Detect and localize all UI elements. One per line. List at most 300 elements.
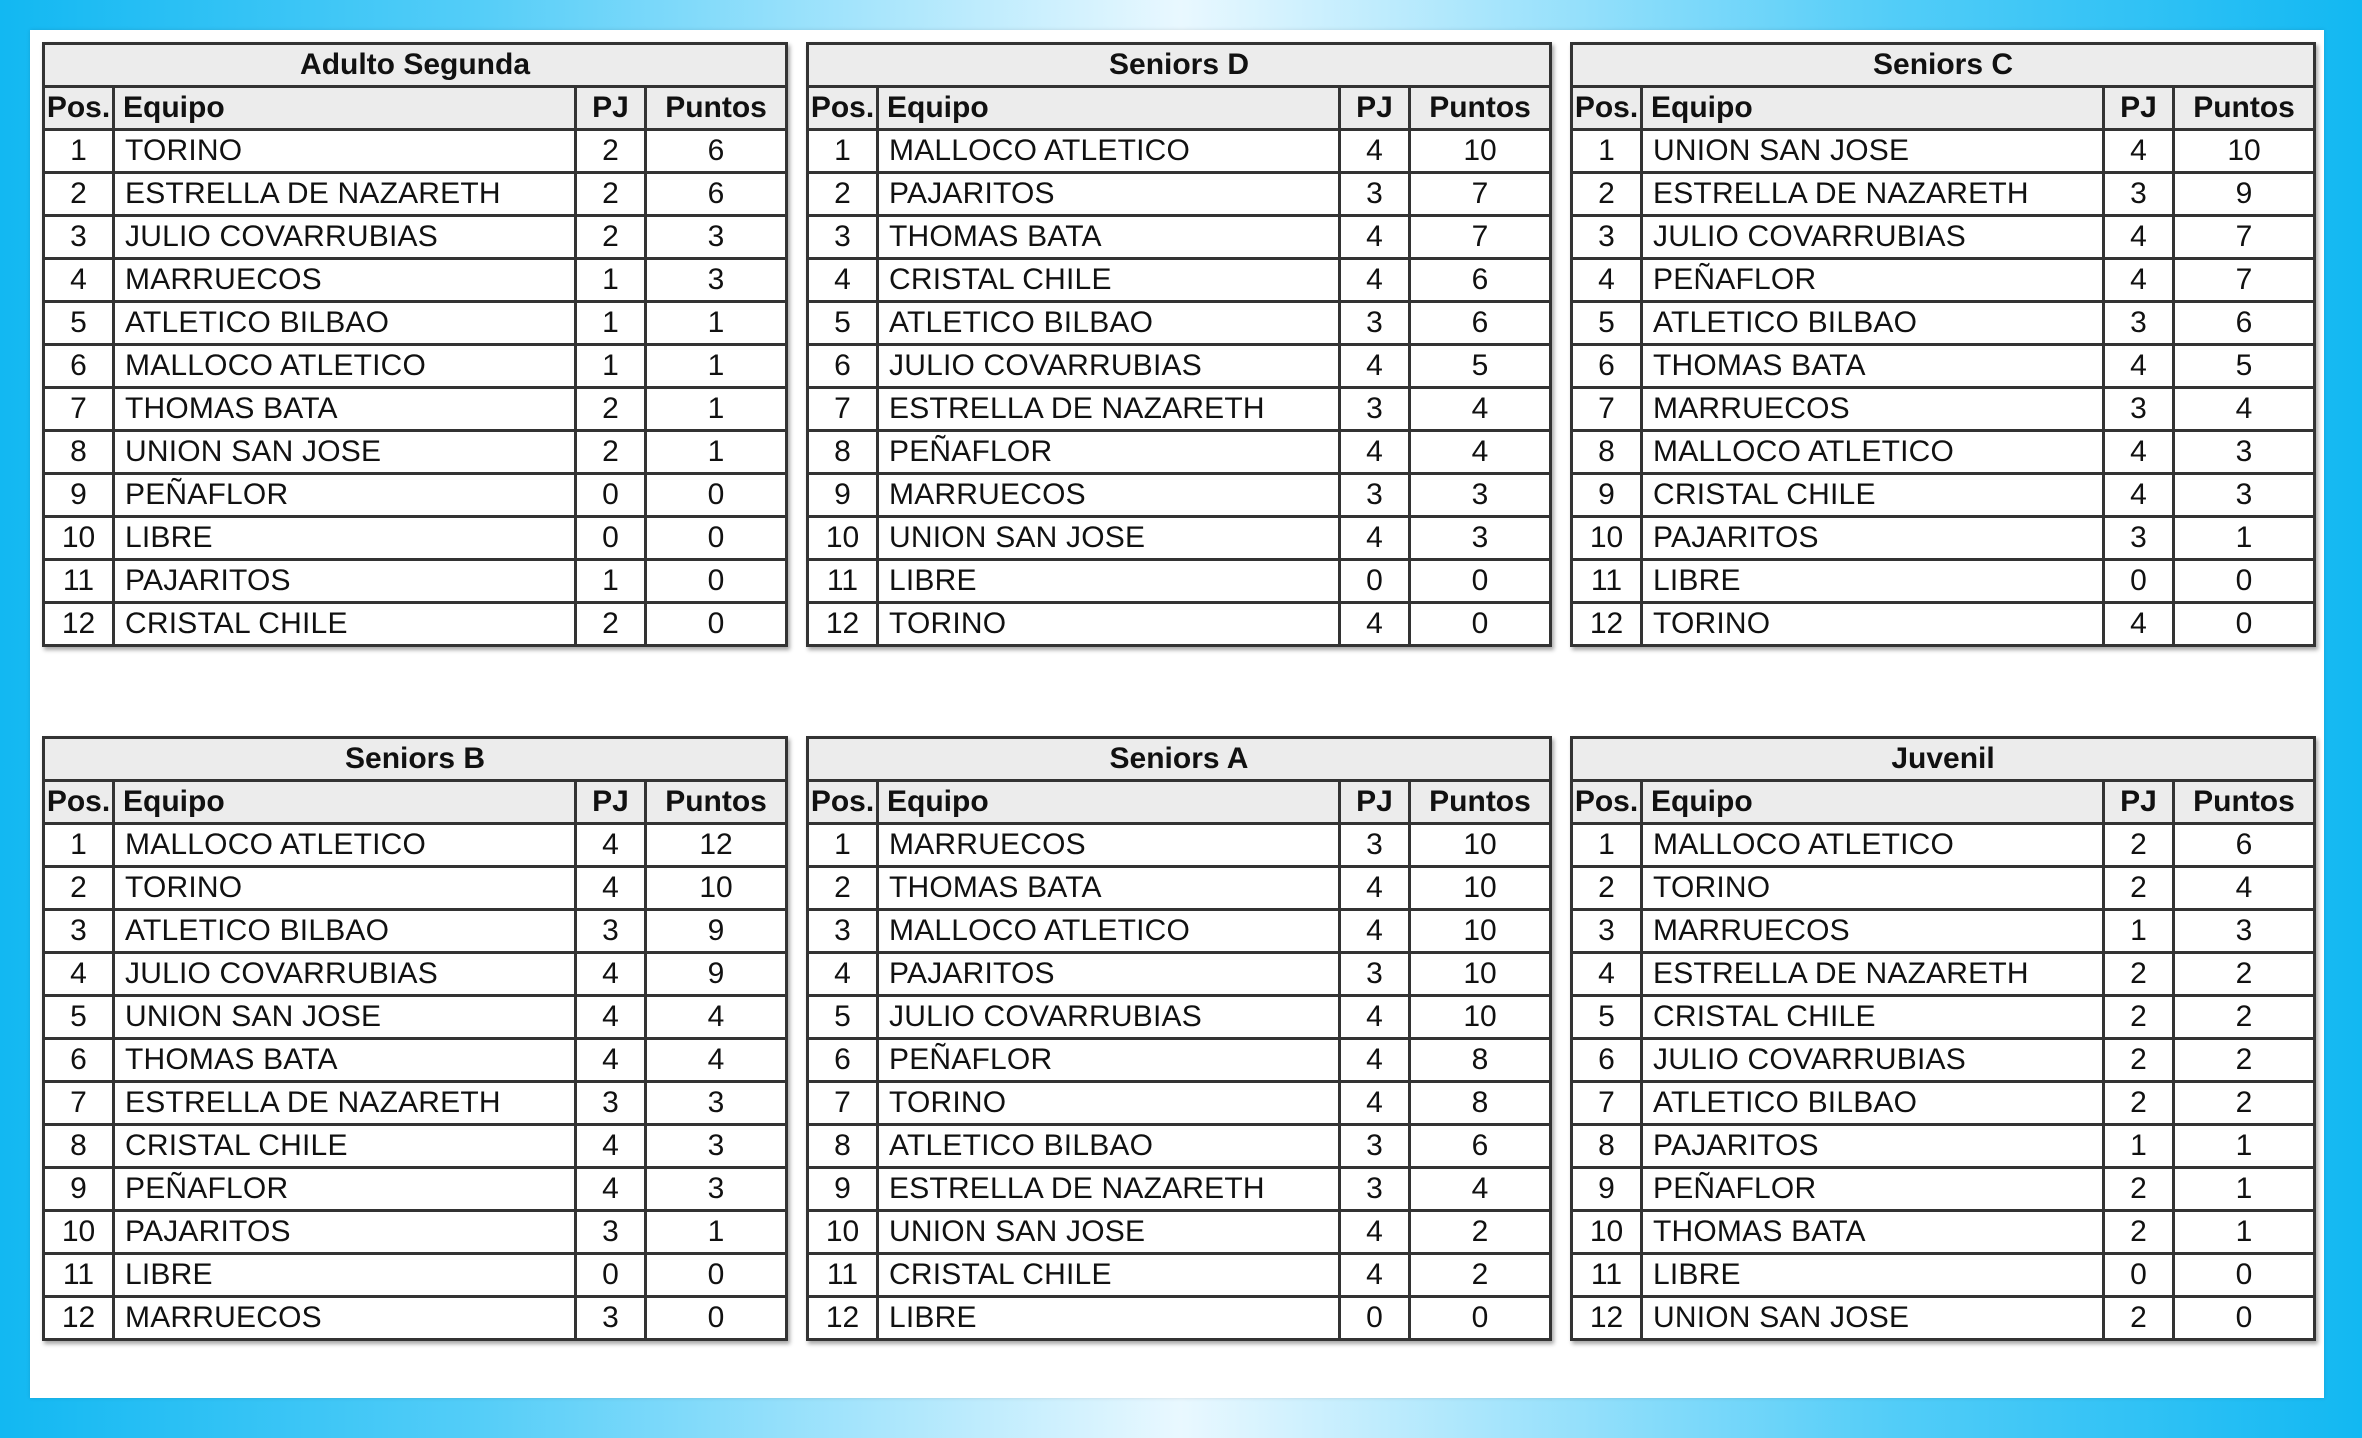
played-cell: 2 bbox=[576, 173, 646, 216]
points-cell: 10 bbox=[2174, 130, 2315, 173]
column-header-points: Puntos bbox=[1410, 87, 1551, 130]
position-cell: 8 bbox=[44, 431, 114, 474]
position-cell: 5 bbox=[808, 996, 878, 1039]
points-cell: 6 bbox=[2174, 824, 2315, 867]
played-cell: 3 bbox=[1340, 824, 1410, 867]
team-name-cell: CRISTAL CHILE bbox=[114, 603, 576, 646]
team-name-cell: JULIO COVARRUBIAS bbox=[114, 953, 576, 996]
played-cell: 4 bbox=[2104, 345, 2174, 388]
table-row bbox=[1572, 1125, 2315, 1168]
position-cell: 12 bbox=[808, 1297, 878, 1340]
played-cell: 3 bbox=[576, 910, 646, 953]
points-cell: 3 bbox=[646, 216, 787, 259]
team-name-cell: CRISTAL CHILE bbox=[878, 259, 1340, 302]
played-cell: 4 bbox=[1340, 130, 1410, 173]
team-name-cell: THOMAS BATA bbox=[1642, 345, 2104, 388]
table-row bbox=[44, 1254, 787, 1297]
table-row bbox=[44, 996, 787, 1039]
column-header-row bbox=[808, 87, 1551, 130]
standings-table-seniors-c bbox=[1570, 42, 2316, 647]
position-cell: 6 bbox=[44, 1039, 114, 1082]
table-row bbox=[808, 1254, 1551, 1297]
played-cell: 4 bbox=[576, 1168, 646, 1211]
played-cell: 4 bbox=[576, 867, 646, 910]
points-cell: 2 bbox=[2174, 1039, 2315, 1082]
position-cell: 10 bbox=[808, 1211, 878, 1254]
position-cell: 11 bbox=[44, 1254, 114, 1297]
points-cell: 0 bbox=[1410, 560, 1551, 603]
table-row bbox=[808, 910, 1551, 953]
team-name-cell: LIBRE bbox=[1642, 1254, 2104, 1297]
position-cell: 6 bbox=[808, 345, 878, 388]
column-header-points: Puntos bbox=[2174, 781, 2315, 824]
position-cell: 11 bbox=[808, 560, 878, 603]
points-cell: 0 bbox=[1410, 1297, 1551, 1340]
position-cell: 2 bbox=[1572, 867, 1642, 910]
position-cell: 10 bbox=[44, 1211, 114, 1254]
position-cell: 5 bbox=[44, 996, 114, 1039]
played-cell: 0 bbox=[576, 1254, 646, 1297]
table-row bbox=[808, 1168, 1551, 1211]
standings-table-juvenil bbox=[1570, 736, 2316, 1341]
position-cell: 8 bbox=[808, 1125, 878, 1168]
team-name-cell: CRISTAL CHILE bbox=[114, 1125, 576, 1168]
column-header-row bbox=[808, 781, 1551, 824]
column-header-team: Equipo bbox=[114, 781, 576, 824]
position-cell: 1 bbox=[808, 824, 878, 867]
table-row bbox=[44, 474, 787, 517]
table-row bbox=[1572, 560, 2315, 603]
table-row bbox=[808, 560, 1551, 603]
points-cell: 3 bbox=[1410, 517, 1551, 560]
position-cell: 12 bbox=[44, 603, 114, 646]
played-cell: 4 bbox=[1340, 345, 1410, 388]
played-cell: 0 bbox=[1340, 1297, 1410, 1340]
table-row bbox=[44, 388, 787, 431]
points-cell: 0 bbox=[2174, 1297, 2315, 1340]
points-cell: 0 bbox=[646, 1297, 787, 1340]
points-cell: 7 bbox=[2174, 216, 2315, 259]
team-name-cell: LIBRE bbox=[1642, 560, 2104, 603]
table-title-row bbox=[808, 738, 1551, 781]
table-row bbox=[44, 431, 787, 474]
team-name-cell: LIBRE bbox=[878, 560, 1340, 603]
points-cell: 2 bbox=[2174, 996, 2315, 1039]
points-cell: 1 bbox=[646, 302, 787, 345]
played-cell: 4 bbox=[1340, 1211, 1410, 1254]
table-body bbox=[1572, 130, 2315, 646]
played-cell: 3 bbox=[1340, 1168, 1410, 1211]
points-cell: 3 bbox=[2174, 910, 2315, 953]
table-row bbox=[1572, 259, 2315, 302]
table-row bbox=[44, 345, 787, 388]
position-cell: 12 bbox=[1572, 1297, 1642, 1340]
table-row bbox=[1572, 474, 2315, 517]
position-cell: 3 bbox=[808, 910, 878, 953]
played-cell: 0 bbox=[1340, 560, 1410, 603]
position-cell: 3 bbox=[1572, 216, 1642, 259]
table-row bbox=[1572, 130, 2315, 173]
table-row bbox=[44, 173, 787, 216]
position-cell: 5 bbox=[808, 302, 878, 345]
played-cell: 2 bbox=[2104, 867, 2174, 910]
played-cell: 0 bbox=[576, 474, 646, 517]
points-cell: 6 bbox=[1410, 302, 1551, 345]
points-cell: 2 bbox=[1410, 1254, 1551, 1297]
team-name-cell: LIBRE bbox=[878, 1297, 1340, 1340]
team-name-cell: MARRUECOS bbox=[878, 824, 1340, 867]
position-cell: 5 bbox=[1572, 996, 1642, 1039]
team-name-cell: ATLETICO BILBAO bbox=[878, 1125, 1340, 1168]
position-cell: 1 bbox=[44, 130, 114, 173]
team-name-cell: TORINO bbox=[114, 130, 576, 173]
played-cell: 1 bbox=[576, 259, 646, 302]
table-row bbox=[44, 1082, 787, 1125]
played-cell: 0 bbox=[2104, 1254, 2174, 1297]
table-row bbox=[1572, 517, 2315, 560]
team-name-cell: PEÑAFLOR bbox=[114, 474, 576, 517]
table-row bbox=[44, 216, 787, 259]
column-header-team: Equipo bbox=[878, 87, 1340, 130]
team-name-cell: CRISTAL CHILE bbox=[1642, 996, 2104, 1039]
points-cell: 12 bbox=[646, 824, 787, 867]
position-cell: 10 bbox=[808, 517, 878, 560]
position-cell: 1 bbox=[44, 824, 114, 867]
position-cell: 4 bbox=[1572, 953, 1642, 996]
table-row bbox=[808, 173, 1551, 216]
points-cell: 3 bbox=[2174, 431, 2315, 474]
team-name-cell: PAJARITOS bbox=[878, 953, 1340, 996]
points-cell: 1 bbox=[2174, 1211, 2315, 1254]
column-header-pj: PJ bbox=[2104, 87, 2174, 130]
column-header-team: Equipo bbox=[1642, 781, 2104, 824]
position-cell: 2 bbox=[808, 867, 878, 910]
position-cell: 6 bbox=[44, 345, 114, 388]
table-row bbox=[1572, 216, 2315, 259]
position-cell: 11 bbox=[1572, 560, 1642, 603]
table-row bbox=[808, 867, 1551, 910]
column-header-pos: Pos. bbox=[44, 87, 114, 130]
column-header-pos: Pos. bbox=[808, 87, 878, 130]
played-cell: 4 bbox=[2104, 474, 2174, 517]
table-row bbox=[808, 1039, 1551, 1082]
position-cell: 6 bbox=[1572, 1039, 1642, 1082]
table-row bbox=[808, 474, 1551, 517]
table-row bbox=[44, 867, 787, 910]
table-row bbox=[1572, 824, 2315, 867]
points-cell: 9 bbox=[646, 953, 787, 996]
played-cell: 4 bbox=[1340, 1254, 1410, 1297]
team-name-cell: TORINO bbox=[114, 867, 576, 910]
points-cell: 10 bbox=[1410, 867, 1551, 910]
played-cell: 2 bbox=[576, 603, 646, 646]
played-cell: 2 bbox=[2104, 1297, 2174, 1340]
table-row bbox=[1572, 996, 2315, 1039]
table-row bbox=[44, 953, 787, 996]
points-cell: 1 bbox=[2174, 1168, 2315, 1211]
position-cell: 10 bbox=[1572, 517, 1642, 560]
team-name-cell: MALLOCO ATLETICO bbox=[114, 345, 576, 388]
played-cell: 4 bbox=[1340, 910, 1410, 953]
points-cell: 0 bbox=[646, 603, 787, 646]
points-cell: 2 bbox=[2174, 1082, 2315, 1125]
team-name-cell: JULIO COVARRUBIAS bbox=[878, 996, 1340, 1039]
table-title-row bbox=[1572, 44, 2315, 87]
played-cell: 4 bbox=[2104, 431, 2174, 474]
team-name-cell: ATLETICO BILBAO bbox=[1642, 302, 2104, 345]
played-cell: 4 bbox=[576, 824, 646, 867]
team-name-cell: MARRUECOS bbox=[114, 1297, 576, 1340]
team-name-cell: THOMAS BATA bbox=[1642, 1211, 2104, 1254]
points-cell: 6 bbox=[1410, 259, 1551, 302]
played-cell: 2 bbox=[576, 431, 646, 474]
team-name-cell: MALLOCO ATLETICO bbox=[878, 130, 1340, 173]
points-cell: 3 bbox=[646, 1082, 787, 1125]
position-cell: 9 bbox=[808, 474, 878, 517]
table-row bbox=[808, 388, 1551, 431]
position-cell: 12 bbox=[808, 603, 878, 646]
points-cell: 0 bbox=[646, 1254, 787, 1297]
team-name-cell: CRISTAL CHILE bbox=[1642, 474, 2104, 517]
table-title: Seniors C bbox=[1572, 44, 2315, 87]
team-name-cell: MALLOCO ATLETICO bbox=[1642, 431, 2104, 474]
played-cell: 4 bbox=[2104, 603, 2174, 646]
played-cell: 1 bbox=[576, 302, 646, 345]
played-cell: 4 bbox=[1340, 517, 1410, 560]
table-title-row bbox=[808, 44, 1551, 87]
table-title: Adulto Segunda bbox=[44, 44, 787, 87]
team-name-cell: JULIO COVARRUBIAS bbox=[114, 216, 576, 259]
column-header-row bbox=[44, 781, 787, 824]
table-row bbox=[808, 1211, 1551, 1254]
points-cell: 3 bbox=[2174, 474, 2315, 517]
table-row bbox=[44, 517, 787, 560]
position-cell: 10 bbox=[44, 517, 114, 560]
played-cell: 2 bbox=[2104, 1168, 2174, 1211]
played-cell: 3 bbox=[2104, 302, 2174, 345]
team-name-cell: THOMAS BATA bbox=[114, 1039, 576, 1082]
played-cell: 4 bbox=[1340, 259, 1410, 302]
table-body bbox=[44, 130, 787, 646]
points-cell: 1 bbox=[646, 1211, 787, 1254]
played-cell: 3 bbox=[2104, 173, 2174, 216]
table-title: Seniors B bbox=[44, 738, 787, 781]
table-row bbox=[44, 824, 787, 867]
table-body bbox=[808, 824, 1551, 1340]
played-cell: 2 bbox=[2104, 1039, 2174, 1082]
points-cell: 3 bbox=[646, 1168, 787, 1211]
position-cell: 7 bbox=[808, 388, 878, 431]
team-name-cell: MARRUECOS bbox=[1642, 388, 2104, 431]
team-name-cell: JULIO COVARRUBIAS bbox=[1642, 216, 2104, 259]
column-header-pos: Pos. bbox=[1572, 781, 1642, 824]
points-cell: 0 bbox=[2174, 603, 2315, 646]
table-body bbox=[808, 130, 1551, 646]
standings-table-adulto-segunda bbox=[42, 42, 788, 647]
position-cell: 4 bbox=[44, 953, 114, 996]
played-cell: 0 bbox=[2104, 560, 2174, 603]
table-row bbox=[1572, 1082, 2315, 1125]
position-cell: 7 bbox=[44, 388, 114, 431]
column-header-row bbox=[44, 87, 787, 130]
played-cell: 4 bbox=[1340, 1039, 1410, 1082]
played-cell: 4 bbox=[576, 996, 646, 1039]
points-cell: 10 bbox=[1410, 953, 1551, 996]
position-cell: 2 bbox=[44, 867, 114, 910]
column-header-team: Equipo bbox=[1642, 87, 2104, 130]
position-cell: 6 bbox=[1572, 345, 1642, 388]
team-name-cell: UNION SAN JOSE bbox=[878, 517, 1340, 560]
column-header-pos: Pos. bbox=[1572, 87, 1642, 130]
played-cell: 4 bbox=[1340, 1082, 1410, 1125]
column-header-row bbox=[1572, 87, 2315, 130]
table-row bbox=[808, 1082, 1551, 1125]
points-cell: 4 bbox=[646, 1039, 787, 1082]
position-cell: 9 bbox=[1572, 1168, 1642, 1211]
team-name-cell: PEÑAFLOR bbox=[878, 1039, 1340, 1082]
played-cell: 4 bbox=[576, 953, 646, 996]
played-cell: 4 bbox=[576, 1125, 646, 1168]
position-cell: 8 bbox=[808, 431, 878, 474]
played-cell: 3 bbox=[1340, 953, 1410, 996]
points-cell: 2 bbox=[1410, 1211, 1551, 1254]
points-cell: 6 bbox=[2174, 302, 2315, 345]
team-name-cell: TORINO bbox=[1642, 867, 2104, 910]
points-cell: 0 bbox=[646, 560, 787, 603]
team-name-cell: TORINO bbox=[878, 603, 1340, 646]
played-cell: 2 bbox=[2104, 1211, 2174, 1254]
team-name-cell: MARRUECOS bbox=[1642, 910, 2104, 953]
played-cell: 3 bbox=[1340, 302, 1410, 345]
points-cell: 8 bbox=[1410, 1039, 1551, 1082]
position-cell: 3 bbox=[44, 216, 114, 259]
column-header-pj: PJ bbox=[576, 87, 646, 130]
table-row bbox=[44, 1211, 787, 1254]
played-cell: 2 bbox=[576, 216, 646, 259]
position-cell: 5 bbox=[44, 302, 114, 345]
position-cell: 8 bbox=[1572, 431, 1642, 474]
points-cell: 9 bbox=[2174, 173, 2315, 216]
points-cell: 3 bbox=[646, 1125, 787, 1168]
played-cell: 2 bbox=[576, 388, 646, 431]
table-row bbox=[1572, 1168, 2315, 1211]
position-cell: 10 bbox=[1572, 1211, 1642, 1254]
points-cell: 1 bbox=[646, 431, 787, 474]
team-name-cell: LIBRE bbox=[114, 517, 576, 560]
points-cell: 7 bbox=[1410, 173, 1551, 216]
played-cell: 4 bbox=[2104, 259, 2174, 302]
position-cell: 3 bbox=[1572, 910, 1642, 953]
position-cell: 9 bbox=[808, 1168, 878, 1211]
table-row bbox=[44, 1039, 787, 1082]
played-cell: 4 bbox=[1340, 216, 1410, 259]
position-cell: 8 bbox=[1572, 1125, 1642, 1168]
table-row bbox=[808, 130, 1551, 173]
played-cell: 3 bbox=[1340, 173, 1410, 216]
played-cell: 0 bbox=[576, 517, 646, 560]
column-header-pj: PJ bbox=[576, 781, 646, 824]
position-cell: 1 bbox=[808, 130, 878, 173]
played-cell: 4 bbox=[1340, 603, 1410, 646]
table-title: Seniors A bbox=[808, 738, 1551, 781]
position-cell: 3 bbox=[808, 216, 878, 259]
table-row bbox=[808, 216, 1551, 259]
position-cell: 5 bbox=[1572, 302, 1642, 345]
table-row bbox=[808, 517, 1551, 560]
played-cell: 4 bbox=[1340, 867, 1410, 910]
standings-table-seniors-b bbox=[42, 736, 788, 1341]
team-name-cell: UNION SAN JOSE bbox=[1642, 1297, 2104, 1340]
played-cell: 4 bbox=[2104, 216, 2174, 259]
table-row bbox=[1572, 388, 2315, 431]
column-header-pj: PJ bbox=[1340, 87, 1410, 130]
played-cell: 4 bbox=[576, 1039, 646, 1082]
team-name-cell: PAJARITOS bbox=[878, 173, 1340, 216]
table-row bbox=[44, 1297, 787, 1340]
played-cell: 3 bbox=[576, 1211, 646, 1254]
table-row bbox=[1572, 1211, 2315, 1254]
position-cell: 7 bbox=[1572, 388, 1642, 431]
points-cell: 6 bbox=[646, 130, 787, 173]
table-row bbox=[808, 302, 1551, 345]
table-body bbox=[1572, 824, 2315, 1340]
position-cell: 4 bbox=[44, 259, 114, 302]
column-header-points: Puntos bbox=[646, 87, 787, 130]
team-name-cell: UNION SAN JOSE bbox=[878, 1211, 1340, 1254]
points-cell: 8 bbox=[1410, 1082, 1551, 1125]
team-name-cell: PAJARITOS bbox=[114, 1211, 576, 1254]
table-title-row bbox=[1572, 738, 2315, 781]
table-row bbox=[808, 996, 1551, 1039]
table-row bbox=[1572, 431, 2315, 474]
points-cell: 5 bbox=[1410, 345, 1551, 388]
played-cell: 2 bbox=[576, 130, 646, 173]
team-name-cell: MALLOCO ATLETICO bbox=[114, 824, 576, 867]
team-name-cell: ESTRELLA DE NAZARETH bbox=[114, 1082, 576, 1125]
points-cell: 0 bbox=[2174, 560, 2315, 603]
points-cell: 4 bbox=[2174, 867, 2315, 910]
position-cell: 8 bbox=[44, 1125, 114, 1168]
played-cell: 3 bbox=[1340, 1125, 1410, 1168]
played-cell: 2 bbox=[2104, 824, 2174, 867]
table-row bbox=[808, 824, 1551, 867]
table-row bbox=[808, 603, 1551, 646]
table-row bbox=[1572, 302, 2315, 345]
column-header-team: Equipo bbox=[878, 781, 1340, 824]
team-name-cell: TORINO bbox=[1642, 603, 2104, 646]
table-body bbox=[44, 824, 787, 1340]
team-name-cell: ATLETICO BILBAO bbox=[1642, 1082, 2104, 1125]
position-cell: 1 bbox=[1572, 824, 1642, 867]
points-cell: 3 bbox=[646, 259, 787, 302]
points-cell: 4 bbox=[2174, 388, 2315, 431]
points-cell: 0 bbox=[2174, 1254, 2315, 1297]
played-cell: 1 bbox=[576, 560, 646, 603]
played-cell: 4 bbox=[1340, 996, 1410, 1039]
team-name-cell: ATLETICO BILBAO bbox=[114, 302, 576, 345]
position-cell: 7 bbox=[44, 1082, 114, 1125]
table-row bbox=[44, 259, 787, 302]
table-row bbox=[808, 259, 1551, 302]
column-header-row bbox=[1572, 781, 2315, 824]
points-cell: 10 bbox=[1410, 996, 1551, 1039]
column-header-pj: PJ bbox=[1340, 781, 1410, 824]
played-cell: 4 bbox=[2104, 130, 2174, 173]
team-name-cell: PAJARITOS bbox=[1642, 1125, 2104, 1168]
table-row bbox=[1572, 1039, 2315, 1082]
played-cell: 3 bbox=[1340, 474, 1410, 517]
points-cell: 1 bbox=[646, 345, 787, 388]
